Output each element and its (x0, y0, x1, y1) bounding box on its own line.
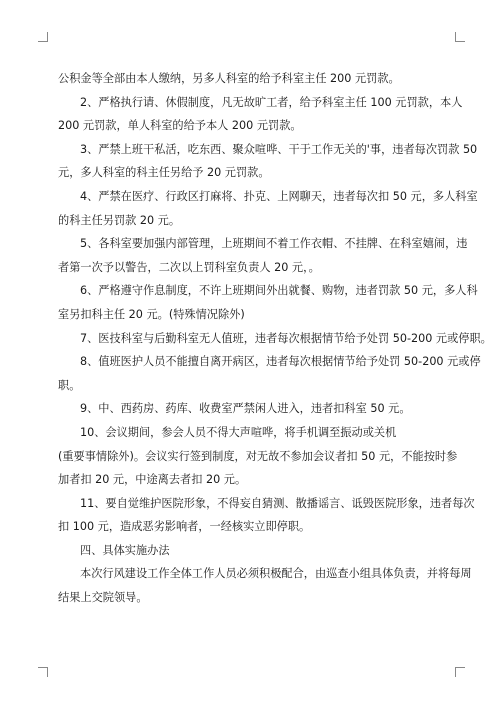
text-line: 200 元罚款，单人科室的给予本人 200 元罚款。 (58, 119, 302, 133)
text-line: 本次行风建设工作全体工作人员必须积极配合，由巡查小组具体负责，并将每周 (80, 567, 472, 581)
crop-mark-top-left (38, 32, 48, 42)
document-body (58, 67, 492, 610)
text-line: 6、严格遵守作息制度，不许上班期间外出就餐、购物，违者罚款 50 元，多人科 (80, 284, 478, 298)
text-line: (重要事情除外)。会议实行签到制度，对无故不参加会议者扣 50 元，不能按时参 (58, 449, 458, 463)
text-line: 的科主任另罚款 20 元。 (58, 213, 181, 227)
text-line: 结果上交院领导。 (58, 591, 148, 605)
text-line: 元，多人科室的科主任另给予 20 元罚款。 (58, 166, 270, 180)
crop-mark-bottom-right (455, 667, 465, 677)
text-line: 11、要自觉维护医院形象，不得妄自猜测、散播谣言、诋毁医院形象，违者每次 (80, 496, 475, 510)
text-line: 职。 (58, 378, 81, 392)
text-line: 7、医技科室与后勤科室无人值班，违者每次根据情节给予处罚 50-200 元或停职。 (80, 331, 492, 345)
text-line: 10、会议期间，参会人员不得大声喧哗，将手机调至振动或关机 (80, 425, 397, 439)
text-line: 者第一次予以警告，二次以上罚科室负责人 20 元，。 (58, 260, 320, 274)
text-line: 5、各科室要加强内部管理，上班期间不着工作衣帽、不挂牌、在科室嬉闹，违 (80, 237, 468, 251)
text-line: 8、值班医护人员不能擅自离开病区，违者每次根据情节给予处罚 50-200 元或停 (80, 355, 481, 369)
crop-mark-bottom-left (38, 667, 48, 677)
crop-mark-top-right (455, 32, 465, 42)
text-line: 室另扣科主任 20 元。(特殊情况除外) (58, 307, 245, 321)
text-line: 9、中、西药房、药库、收费室严禁闲人进入，违者扣科室 50 元。 (80, 402, 411, 416)
text-line: 3、严禁上班干私活，吃东西、聚众喧哗、干于工作无关的'事，违者每次罚款 50 (80, 142, 478, 156)
text-line: 4、严禁在医疗、行政区打麻将、扑克、上网聊天，违者每次扣 50 元，多人科室 (80, 189, 478, 203)
text-line: 2、严格执行请、休假制度，凡无故旷工者，给予科室主任 100 元罚款，本人 (80, 95, 463, 109)
text-line: 加者扣 20 元，中途离去者扣 20 元。 (58, 473, 247, 487)
text-line: 四、具体实施办法 (80, 543, 170, 557)
text-line: 公积金等全部由本人缴纳，另多人科室的给予科室主任 200 元罚款。 (58, 72, 400, 85)
text-line: 扣 100 元，造成恶劣影响者，一经核实立即停职。 (58, 520, 311, 534)
